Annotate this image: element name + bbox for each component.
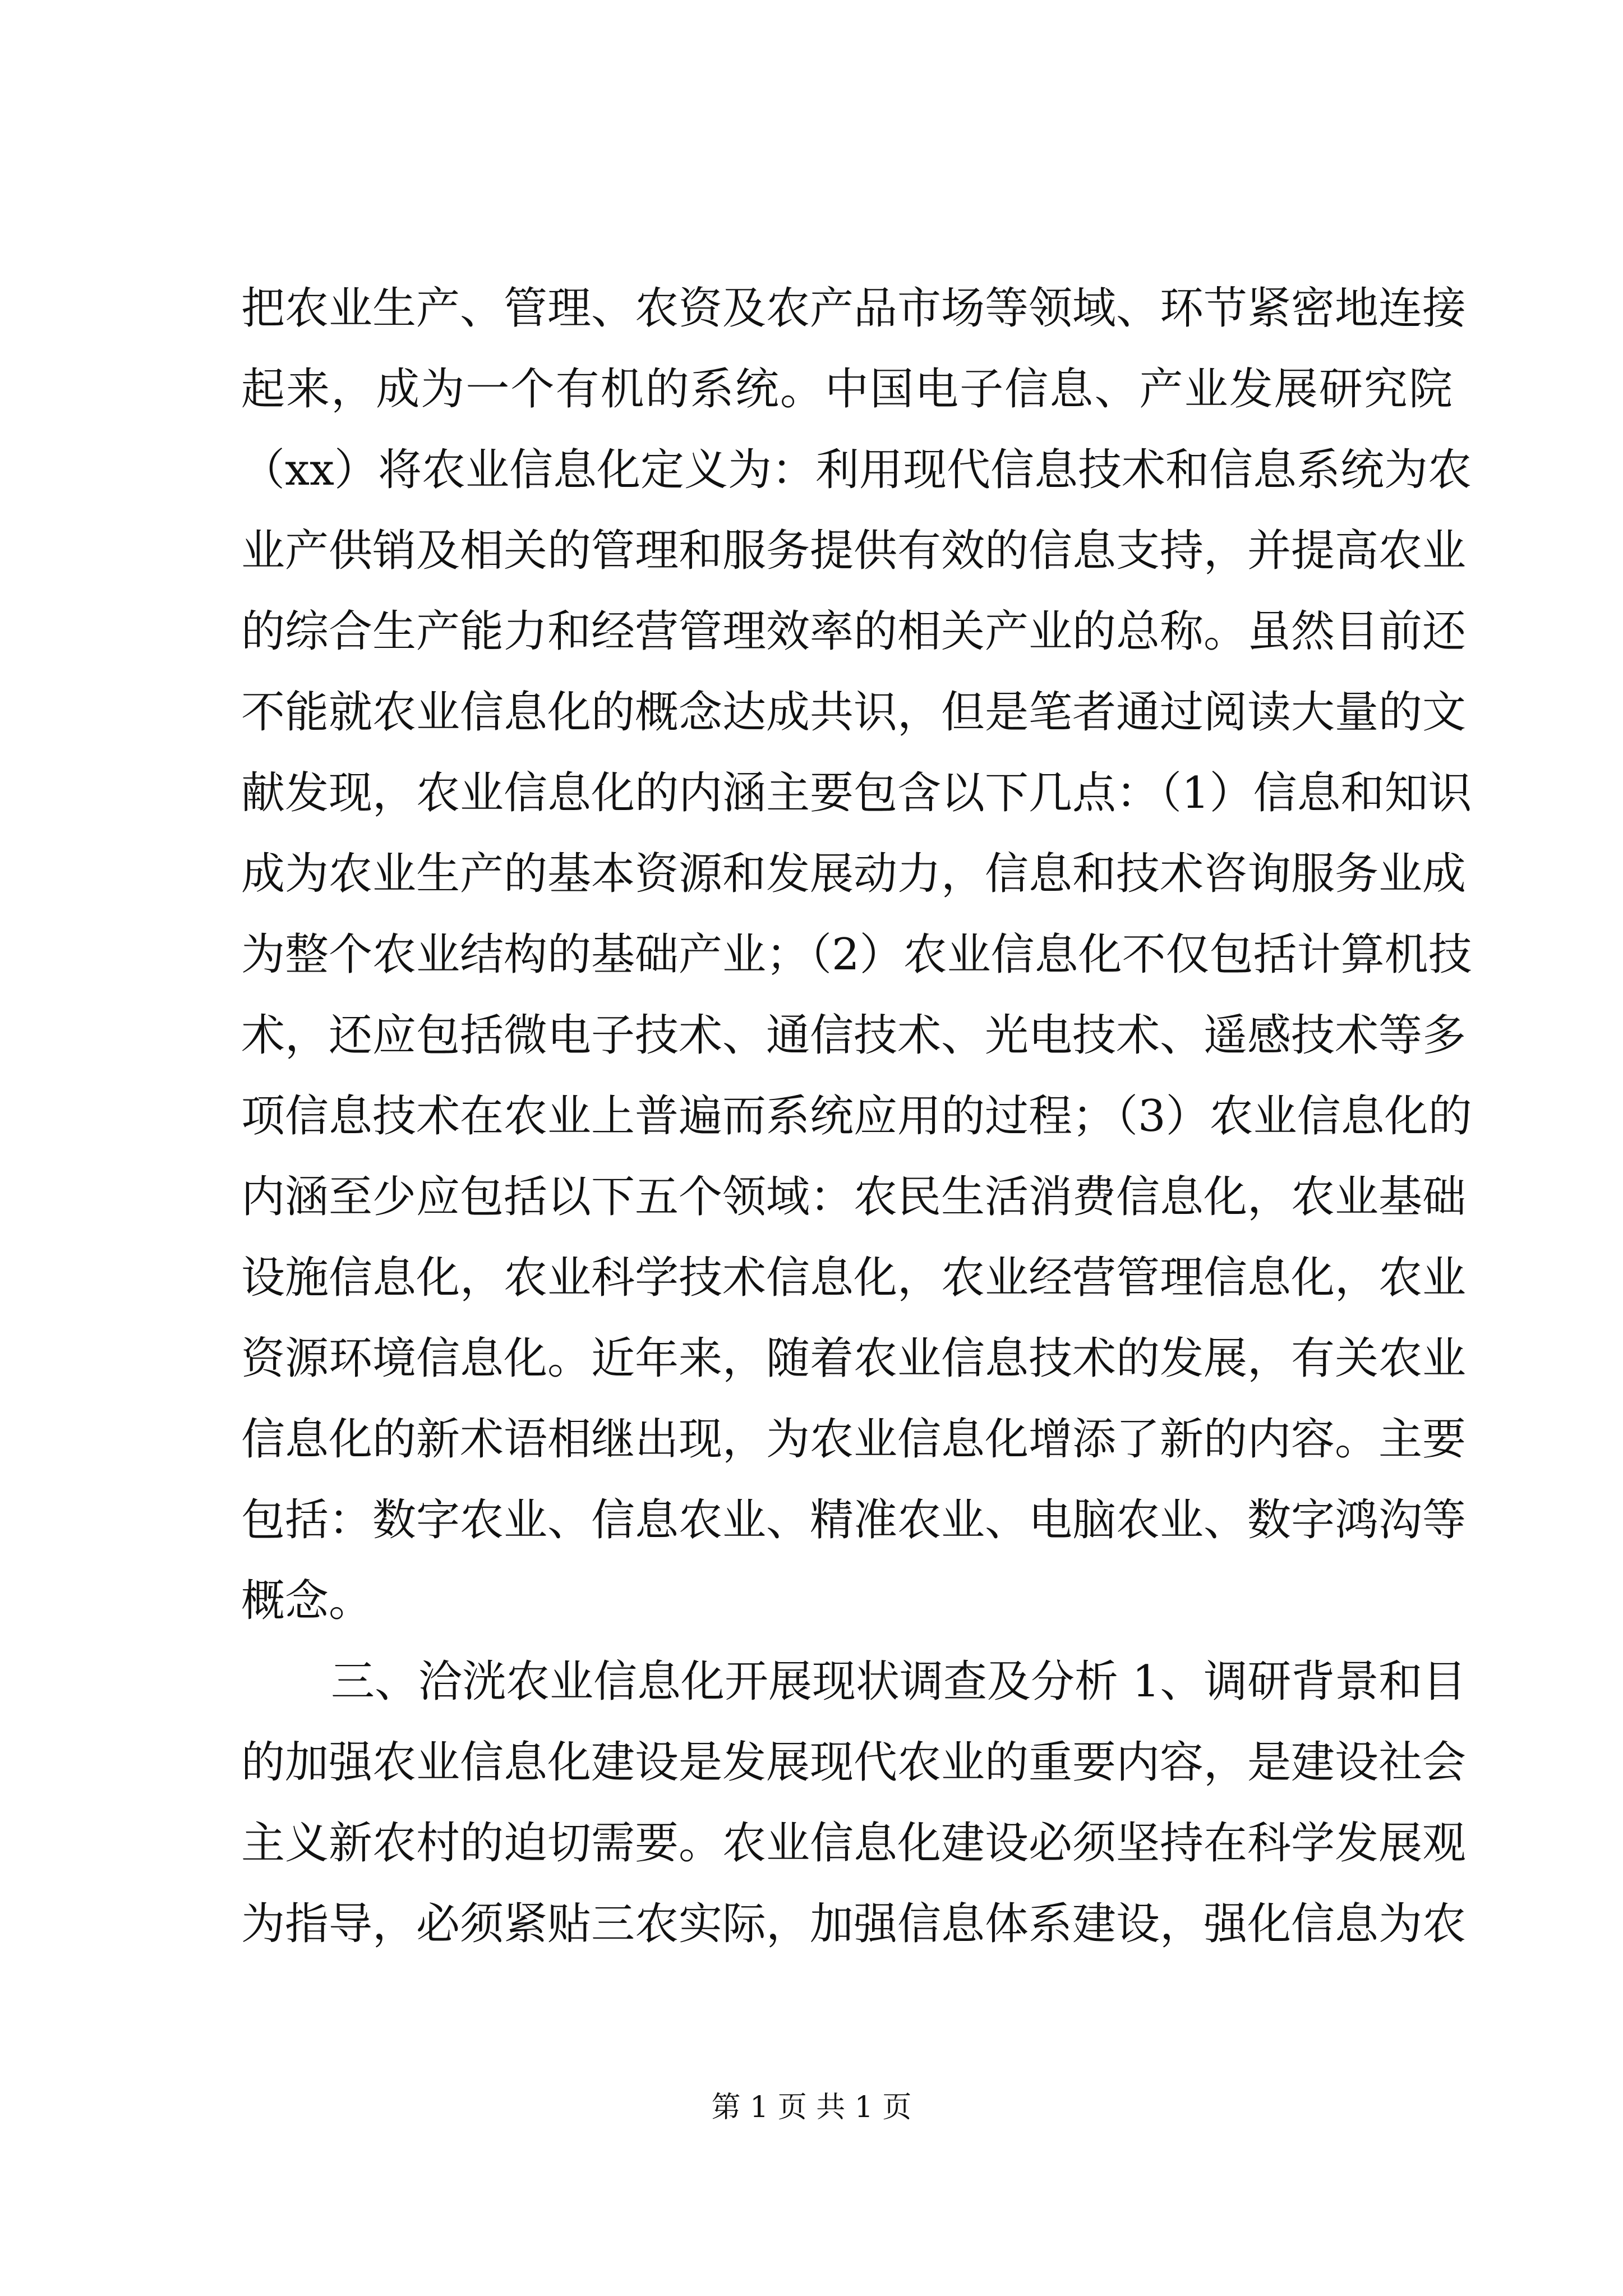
text-line: 项信息技术在农业上普遍而系统应用的过程；（3）农业信息化的 (241, 1091, 1472, 1142)
text-line: 包括：数字农业、信息农业、精准农业、电脑农业、数字鸿沟等 (241, 1495, 1467, 1545)
paragraph-1 (241, 268, 1472, 1641)
text-line: 设施信息化，农业科学技术信息化，农业经营管理信息化，农业 (241, 1253, 1467, 1303)
text-line: 业产供销及相关的管理和服务提供有效的信息支持，并提高农业 (241, 526, 1467, 576)
text-line: （xx）将农业信息化定义为：利用现代信息技术和信息系统为农 (241, 445, 1472, 495)
text-line: 内涵至少应包括以下五个领域：农民生活消费信息化，农业基础 (241, 1172, 1467, 1222)
text-line: 成为农业生产的基本资源和发展动力，信息和技术咨询服务业成 (241, 849, 1467, 899)
text-line: 主义新农村的迫切需要。农业信息化建设必须坚持在科学发展观 (241, 1818, 1467, 1869)
text-line: 不能就农业信息化的概念达成共识，但是笔者通过阅读大量的文 (241, 687, 1467, 738)
text-line: 为整个农业结构的基础产业；（2）农业信息化不仅包括计算机技 (241, 930, 1472, 980)
page-number-label: 第 1 页 共 1 页 (711, 2091, 912, 2124)
text-line: 起来，成为一个有机的系统。中国电子信息、产业发展研究院 (241, 364, 1453, 415)
text-line: 把农业生产、管理、农资及农产品市场等领域、环节紧密地连接 (241, 283, 1467, 334)
text-line: 的加强农业信息化建设是发展现代农业的重要内容，是建设社会 (241, 1737, 1467, 1788)
paragraph-2 (241, 1641, 1467, 1964)
text-line: 献发现，农业信息化的内涵主要包含以下几点：（1）信息和知识 (241, 768, 1472, 818)
text-line: 的综合生产能力和经营管理效率的相关产业的总称。虽然目前还 (241, 606, 1467, 657)
text-line: 信息化的新术语相继出现，为农业信息化增添了新的内容。主要 (241, 1414, 1467, 1465)
page-footer (0, 2088, 1623, 2127)
text-line: 术，还应包括微电子技术、通信技术、光电技术、遥感技术等多 (241, 1010, 1467, 1061)
text-line: 概念。 (241, 1576, 373, 1626)
text-line: 资源环境信息化。近年来，随着农业信息技术的发展，有关农业 (241, 1333, 1467, 1384)
body-text (241, 268, 1472, 1964)
text-line: 三、洽洸农业信息化开展现状调查及分析 1、调研背景和目 (331, 1657, 1467, 1707)
text-line: 为指导，必须紧贴三农实际，加强信息体系建设，强化信息为农 (241, 1899, 1467, 1949)
